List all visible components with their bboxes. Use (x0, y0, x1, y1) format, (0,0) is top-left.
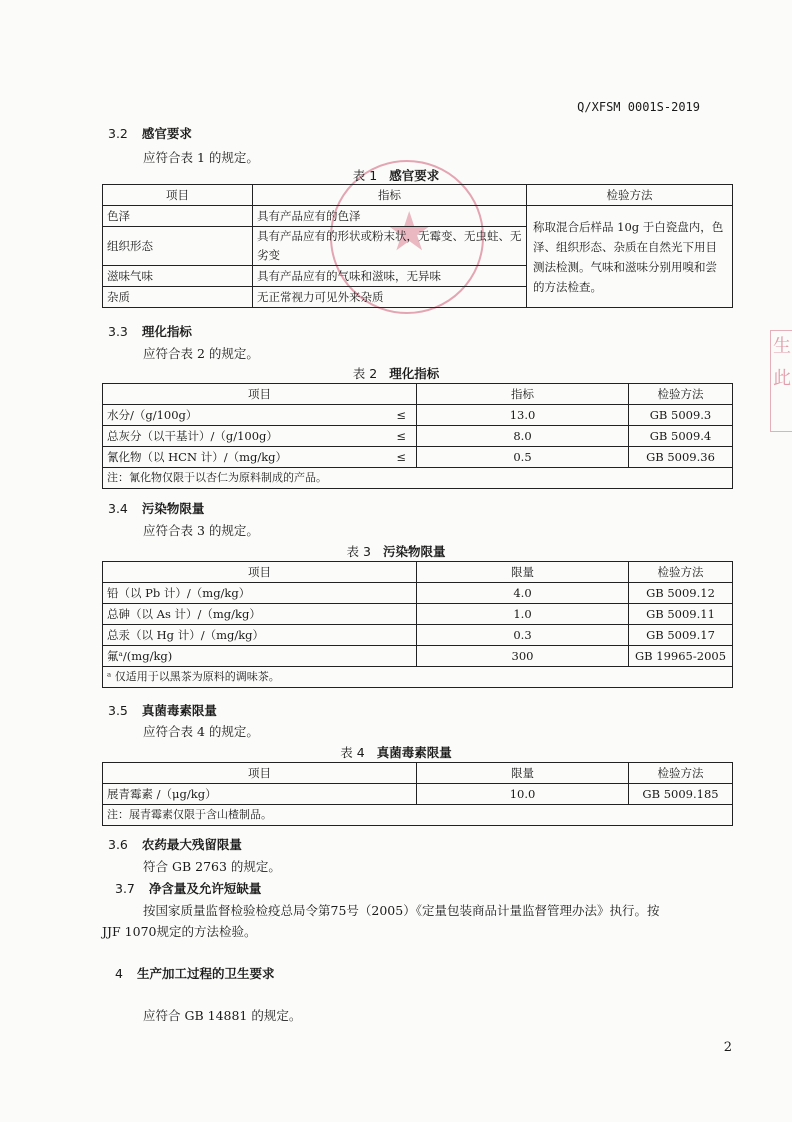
section-3-5-text: 应符合表 4 的规定。 (143, 724, 259, 739)
value-cell: 具有产品应有的形状或粉末状，无霉变、无虫蛀、无劣变 (253, 227, 527, 266)
table-note: 注：展青霉素仅限于含山楂制品。 (103, 805, 733, 826)
section-3-4-text: 应符合表 3 的规定。 (143, 523, 259, 538)
section-3-2-heading (108, 124, 192, 142)
item-cell: 总砷（以 As 计）/（mg/kg） (103, 604, 417, 625)
value-cell: 300 (417, 646, 629, 667)
caption-text: 感官要求 (389, 168, 440, 183)
item-cell: 氟ᵃ/(mg/kg) (103, 646, 417, 667)
table-note: 注：氰化物仅限于以杏仁为原料制成的产品。 (103, 468, 733, 489)
column-header: 检验方法 (629, 763, 733, 784)
column-header: 限量 (417, 763, 629, 784)
column-header: 项目 (103, 562, 417, 583)
section-3-7-text-line2: JJF 1070规定的方法检验。 (102, 924, 257, 939)
item-cell (103, 426, 417, 447)
section-4-heading (115, 964, 274, 982)
caption-number: 表 2 (352, 366, 378, 381)
page-number: 2 (723, 1040, 732, 1055)
item-cell: 色泽 (103, 206, 253, 227)
value-cell: 无正常视力可见外来杂质 (253, 287, 527, 308)
table-3-contaminants (102, 561, 733, 688)
value-cell: 10.0 (417, 784, 629, 805)
table-2-caption (0, 364, 792, 382)
table-2-physicochemical (102, 383, 733, 489)
column-header: 指标 (253, 185, 527, 206)
table-1-sensory (102, 184, 733, 308)
table-note: ᵃ 仅适用于以黑茶为原料的调味茶。 (103, 667, 733, 688)
section-number: 3.3 (108, 324, 128, 339)
item-cell (103, 447, 417, 468)
table-row (103, 206, 733, 227)
method-cell: 称取混合后样品 10g 于白瓷盘内，色泽、组织形态、杂质在自然光下用目测法检测。气味和滋味分别用嗅和尝的方法检查。 (527, 206, 733, 308)
section-3-7-heading (115, 879, 261, 897)
column-header: 项目 (103, 384, 417, 405)
column-header: 检验方法 (527, 185, 733, 206)
item-cell: 组织形态 (103, 227, 253, 266)
column-header: 检验方法 (629, 384, 733, 405)
table-4-caption (0, 743, 792, 761)
section-3-3-heading (108, 322, 192, 340)
item-cell: 展青霉素 /（μg/kg） (103, 784, 417, 805)
table-1-caption (0, 166, 792, 184)
column-header: 项目 (103, 763, 417, 784)
comparison-symbol: ≤ (396, 450, 406, 464)
method-cell: GB 5009.17 (629, 625, 733, 646)
comparison-symbol: ≤ (396, 429, 406, 443)
method-cell: GB 5009.4 (629, 426, 733, 447)
method-cell: GB 5009.36 (629, 447, 733, 468)
value-cell: 1.0 (417, 604, 629, 625)
method-cell: GB 5009.11 (629, 604, 733, 625)
section-title: 理化指标 (141, 324, 192, 339)
table-row (103, 583, 733, 604)
item-cell (103, 405, 417, 426)
section-4-text: 应符合 GB 14881 的规定。 (143, 1008, 302, 1023)
table-3-caption (0, 542, 792, 560)
item-label: 总灰分（以干基计）/（g/100g） (107, 429, 278, 443)
value-cell: 8.0 (417, 426, 629, 447)
section-number: 4 (115, 966, 123, 981)
value-cell: 13.0 (417, 405, 629, 426)
column-header: 项目 (103, 185, 253, 206)
caption-text: 理化指标 (389, 366, 440, 381)
caption-number: 表 4 (340, 745, 365, 760)
column-header: 指标 (417, 384, 629, 405)
value-cell: 0.5 (417, 447, 629, 468)
value-cell: 4.0 (417, 583, 629, 604)
section-title: 农药最大残留限量 (141, 837, 242, 852)
section-title: 真菌毒素限量 (141, 703, 217, 718)
section-number: 3.2 (108, 126, 128, 141)
caption-number: 表 1 (352, 168, 378, 183)
item-label: 氰化物（以 HCN 计）/（mg/kg） (107, 450, 288, 464)
item-cell: 总汞（以 Hg 计）/（mg/kg） (103, 625, 417, 646)
section-title: 生产加工过程的卫生要求 (136, 966, 275, 981)
comparison-symbol: ≤ (396, 408, 406, 422)
section-3-6-text: 符合 GB 2763 的规定。 (143, 859, 281, 874)
table-row (103, 625, 733, 646)
method-cell: GB 5009.12 (629, 583, 733, 604)
value-cell: 具有产品应有的色泽 (253, 206, 527, 227)
section-3-5-heading (108, 701, 217, 719)
item-label: 水分/（g/100g） (107, 408, 198, 422)
section-3-3-text: 应符合表 2 的规定。 (143, 346, 259, 361)
method-cell: GB 5009.3 (629, 405, 733, 426)
section-number: 3.5 (108, 703, 128, 718)
edge-seal-mark: 生 此 (770, 330, 792, 432)
section-3-6-heading (108, 835, 242, 853)
section-3-4-heading (108, 499, 204, 517)
value-cell: 具有产品应有的气味和滋味，无异味 (253, 266, 527, 287)
caption-text: 真菌毒素限量 (376, 745, 452, 760)
item-cell: 铅（以 Pb 计）/（mg/kg） (103, 583, 417, 604)
method-cell: GB 5009.185 (629, 784, 733, 805)
table-row (103, 405, 733, 426)
section-number: 3.6 (108, 837, 128, 852)
section-number: 3.4 (108, 501, 128, 516)
seal-star-icon: ★ (385, 200, 434, 263)
caption-text: 污染物限量 (382, 544, 446, 559)
column-header: 限量 (417, 562, 629, 583)
caption-number: 表 3 (346, 544, 371, 559)
column-header: 检验方法 (629, 562, 733, 583)
table-row (103, 426, 733, 447)
section-title: 感官要求 (141, 126, 192, 141)
section-3-7-text-line1: 按国家质量监督检验检疫总局令第75号（2005）《定量包装商品计量监督管理办法》执行。按 (143, 903, 660, 918)
section-title: 净含量及允许短缺量 (148, 881, 262, 896)
table-row (103, 646, 733, 667)
table-4-mycotoxins (102, 762, 733, 826)
document-code: Q/XFSM 0001S-2019 (577, 100, 700, 114)
section-3-2-text: 应符合表 1 的规定。 (143, 150, 259, 165)
value-cell: 0.3 (417, 625, 629, 646)
section-number: 3.7 (115, 881, 135, 896)
method-cell: GB 19965-2005 (629, 646, 733, 667)
item-cell: 滋味气味 (103, 266, 253, 287)
table-row (103, 604, 733, 625)
section-title: 污染物限量 (141, 501, 205, 516)
item-cell: 杂质 (103, 287, 253, 308)
table-row (103, 447, 733, 468)
table-row (103, 784, 733, 805)
